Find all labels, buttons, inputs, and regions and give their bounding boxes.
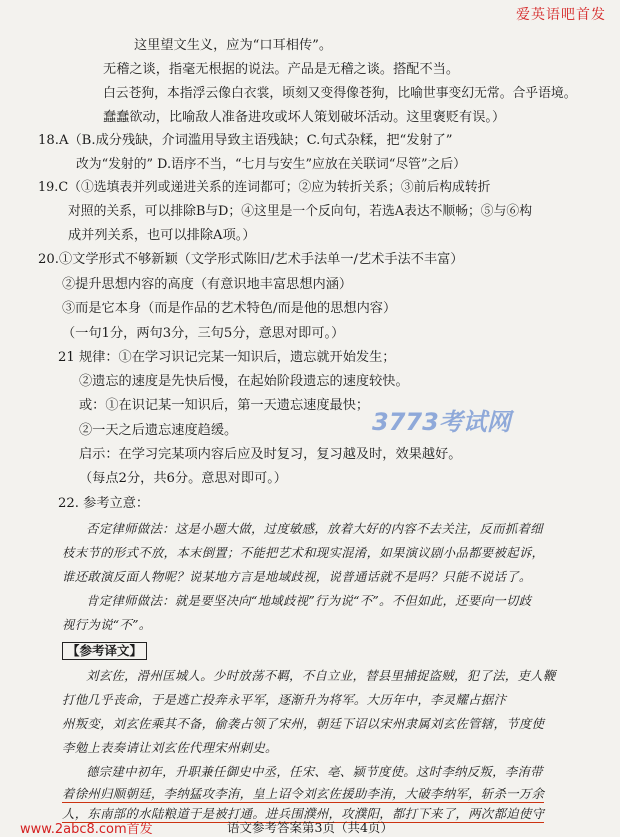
- text-line: 枝末节的形式不放，本末倒置；不能把艺术和现实混淆，如果演议剧小品都要被起诉，: [62, 545, 545, 560]
- text-line: ②遗忘的速度是先快后慢，在起始阶段遗忘的速度较快。: [79, 374, 409, 389]
- text-line: 蠢蠢欲动，比喻敌人准备进攻或坏人策划破坏活动。这里褒贬有误。）: [103, 110, 506, 125]
- answer-22: 22. 参考立意：: [58, 496, 150, 511]
- answer-19: 19.C（①选填表并列或递进关系的连词都可；②应为转折关系；③前后构成转折: [38, 180, 491, 195]
- text-line-underlined: 着徐州归顺朝廷，李纳猛攻李洧，皇上诏令刘玄佐援助李洧，大破李纳军，斩杀一万余: [62, 786, 545, 801]
- section-heading-translation: 【参考译文】: [62, 642, 147, 660]
- scoring-note-21: （每点2分，共6分。意思对即可。）: [79, 471, 287, 486]
- watermark-center: 3773考试网: [372, 408, 511, 436]
- text-line: 李勉上表奏请让刘玄佐代理宋州刺史。: [62, 740, 278, 755]
- text-line: 或：①在识记某一知识后，第一天遗忘速度最快；: [79, 398, 370, 413]
- answer-18: 18.A（B.成分残缺，介词滥用导致主语残缺；C.句式杂糅，把“发射了”: [38, 133, 453, 148]
- text-line: 德宗建中初年，升职兼任御史中丞，任宋、亳、颍节度使。这时李纳反叛，李洧带: [86, 764, 543, 779]
- text-line: 视行为说“不”。: [62, 617, 152, 632]
- watermark-top-right: 爱英语吧首发: [516, 7, 606, 23]
- text-line: ②一天之后遗忘速度趋缓。: [79, 423, 238, 438]
- text-line: 肯定律师做法：就是要坚决向“地域歧视”行为说“不”。不但如此，还要向一切歧: [86, 593, 532, 608]
- text-line: 改为“发射的” D.语序不当，“七月与安生”应放在关联词“尽管”之后）: [76, 157, 466, 172]
- text-line: 白云苍狗，本指浮云像白衣裳，顷刻又变得像苍狗，比喻世事变幻无常。合乎语境。: [103, 86, 577, 101]
- text-line: 无稽之谈，指毫无根据的说法。产品是无稽之谈。搭配不当。: [103, 62, 460, 77]
- text-line: 谁还敢演反面人物呢？说某地方言是地域歧视，说普通话就不是吗？只能不说话了。: [62, 569, 532, 584]
- answer-20: 20.①文学形式不够新颖（文学形式陈旧/艺术手法单一/艺术手法不丰富）: [38, 252, 464, 267]
- page-footer: 语文参考答案第3页（共4页）: [227, 820, 393, 835]
- scoring-note-20: （一句1分，两句3分，三句5分，意思对即可。）: [62, 326, 345, 341]
- text-line: 州叛变，刘玄佐乘其不备，偷袭占领了宋州，朝廷下诏以宋州隶属刘玄佐管辖，节度使: [62, 716, 545, 731]
- text-line: 否定律师做法：这是小题大做，过度敏感，放着大好的内容不去关注，反而抓着细: [86, 521, 543, 536]
- text-line: 对照的关系，可以排除B与D；④这里是一个反向句，若选A表达不顺畅；⑤与⑥构: [68, 204, 532, 219]
- text-line: 这里望文生义，应为“口耳相传”。: [134, 38, 333, 53]
- text-line: ③而是它本身（而是作品的艺术特色/而是他的思想内容）: [62, 301, 397, 316]
- text-line: 刘玄佐，滑州匡城人。少时放荡不羁，不自立业，替县里捕捉盗贼，犯了法，吏人鞭: [86, 668, 556, 683]
- text-line: 打他几乎丧命，于是逃亡投奔永平军，逐渐升为将军。大历年中，李灵耀占据汴: [62, 692, 507, 707]
- text-line-underlined: 人，东南部的水陆粮道于是被打通。进兵围濮州，攻濮阳，都打下来了，两次都迫使守: [62, 806, 545, 821]
- text-line: 成并列关系，也可以排除A项。）: [68, 228, 256, 243]
- text-line: 启示：在学习完某项内容后应及时复习，复习越及时，效果越好。: [79, 447, 462, 462]
- watermark-bottom-left: www.2abc8.com首发: [20, 822, 153, 837]
- answer-21: 21 规律：①在学习识记完某一知识后，遗忘就开始发生；: [58, 350, 396, 365]
- text-line: ②提升思想内容的高度（有意识地丰富思想内涵）: [62, 277, 353, 292]
